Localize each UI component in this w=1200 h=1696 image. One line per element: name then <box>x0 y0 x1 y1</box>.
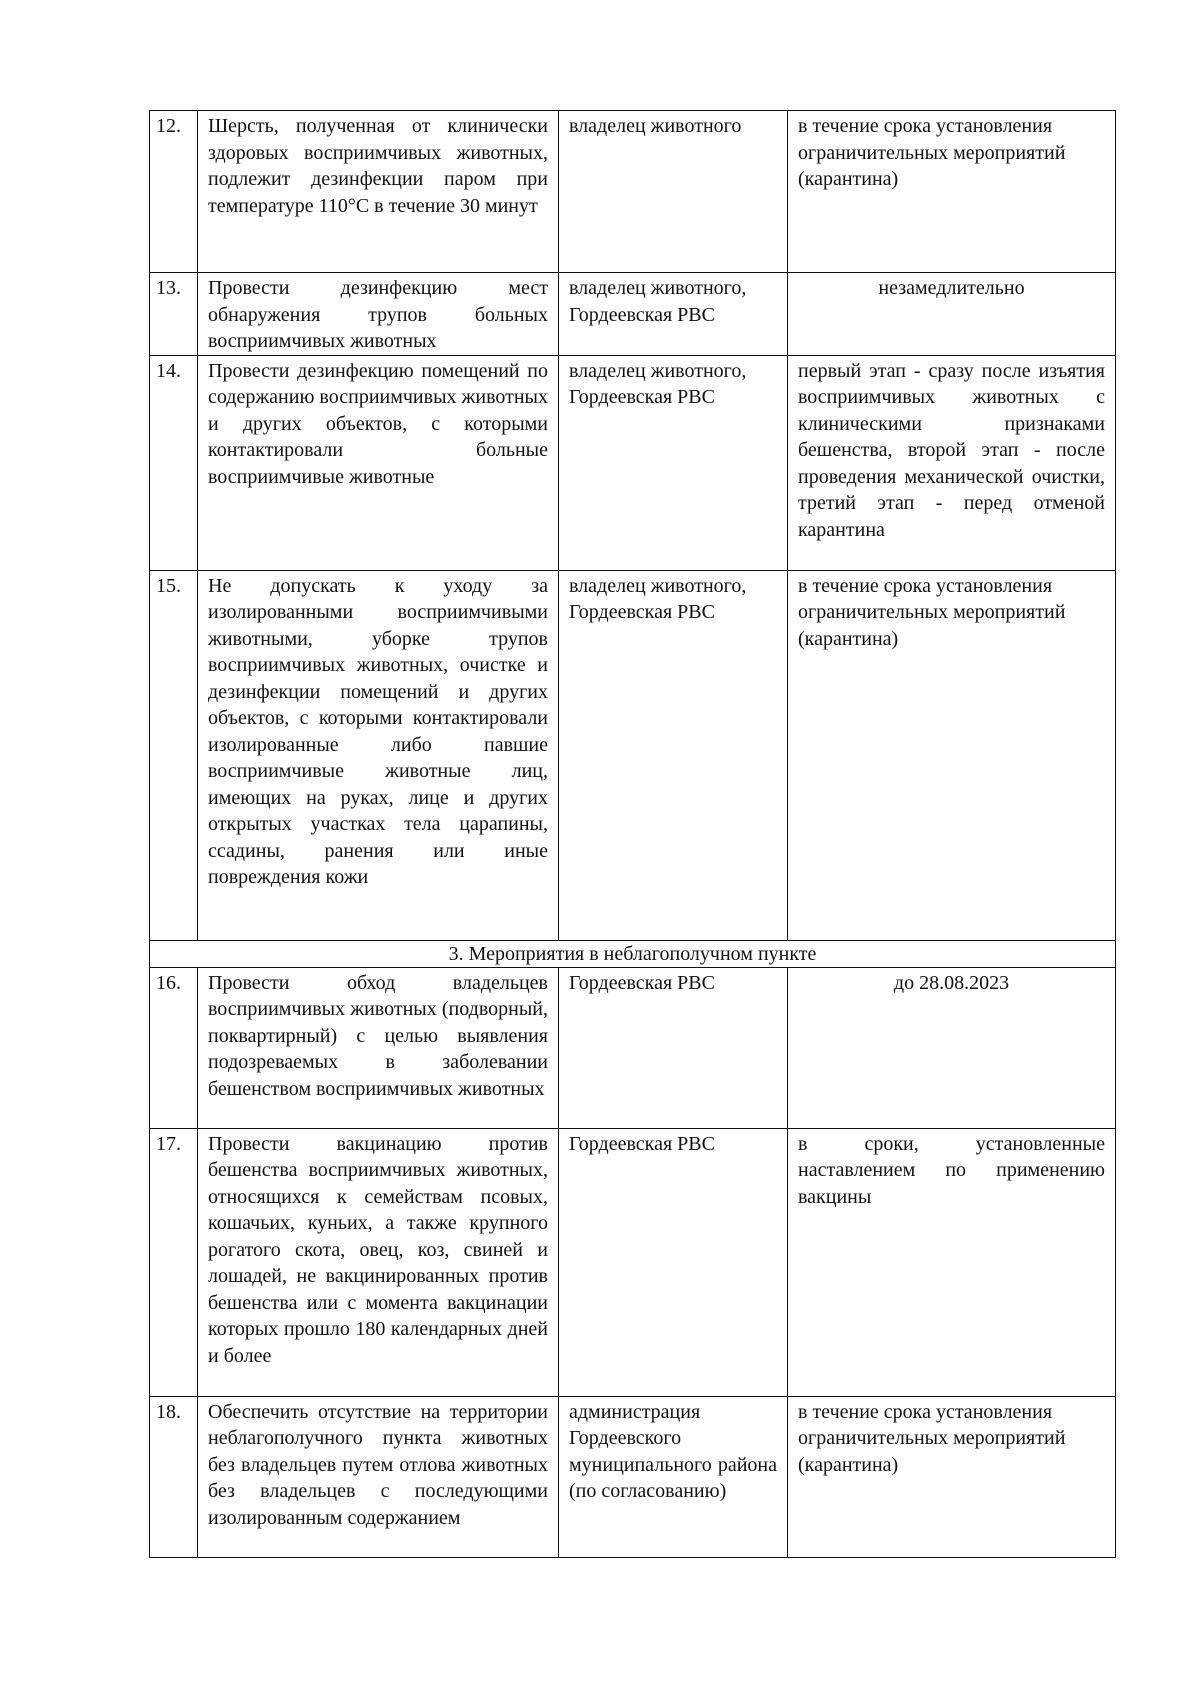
responsible-cell: владелец животного, Гордеевская РВС <box>559 355 788 570</box>
responsible-cell: Гордеевская РВС <box>559 967 788 1128</box>
deadline-cell: в сроки, установленные наставлением по применению вакцины <box>788 1128 1116 1396</box>
row-number: 12. <box>150 111 198 273</box>
row-number: 13. <box>150 273 198 356</box>
row-number: 15. <box>150 570 198 940</box>
table-row <box>150 967 1116 1128</box>
row-number: 18. <box>150 1396 198 1557</box>
table-row <box>150 273 1116 356</box>
row-number: 17. <box>150 1128 198 1396</box>
section-row <box>150 940 1116 967</box>
deadline-cell: в течение срока установления ограничительных мероприятий (карантина) <box>788 111 1116 273</box>
measure-cell: Провести дезинфекцию мест обнаружения трупов больных восприимчивых животных <box>198 273 559 356</box>
measure-cell: Не допускать к уходу за изолированными восприимчивыми животными, уборке трупов восприимчивых животных, очистке и дезинфекции помещений и других объектов, с которыми контактировали изолированные либо павшие восприимчивые животные лиц, имеющих на руках, лице и других открытых участках тела царапины, ссадины, ранения или иные повреждения кожи <box>198 570 559 940</box>
row-number: 14. <box>150 355 198 570</box>
row-number: 16. <box>150 967 198 1128</box>
deadline-cell: в течение срока установления ограничительных мероприятий (карантина) <box>788 570 1116 940</box>
measure-cell: Обеспечить отсутствие на территории неблагополучного пункта животных без владельцев путем отлова животных без владельцев с последующими изолированным содержанием <box>198 1396 559 1557</box>
measure-cell: Провести обход владельцев восприимчивых животных (подворный, поквартирный) с целью выявления подозреваемых в заболевании бешенством восприимчивых животных <box>198 967 559 1128</box>
table-row <box>150 1396 1116 1557</box>
measures-table <box>149 110 1116 1558</box>
measure-cell: Провести дезинфекцию помещений по содержанию восприимчивых животных и других объектов, с которыми контактировали больные восприимчивые животные <box>198 355 559 570</box>
responsible-cell: администрация Гордеевского муниципального района (по согласованию) <box>559 1396 788 1557</box>
table-row <box>150 111 1116 273</box>
responsible-cell: владелец животного, Гордеевская РВС <box>559 570 788 940</box>
section-title: 3. Мероприятия в неблагополучном пункте <box>150 940 1116 967</box>
responsible-cell: владелец животного, Гордеевская РВС <box>559 273 788 356</box>
measure-cell: Шерсть, полученная от клинически здоровых восприимчивых животных, подлежит дезинфекции паром при температуре 110°С в течение 30 минут <box>198 111 559 273</box>
deadline-cell: в течение срока установления ограничительных мероприятий (карантина) <box>788 1396 1116 1557</box>
responsible-cell: Гордеевская РВС <box>559 1128 788 1396</box>
deadline-cell: незамедлительно <box>788 273 1116 356</box>
deadline-cell: до 28.08.2023 <box>788 967 1116 1128</box>
table-row <box>150 570 1116 940</box>
measure-cell: Провести вакцинацию против бешенства восприимчивых животных, относящихся к семействам псовых, кошачьих, куньих, а также крупного рогатого скота, овец, коз, свиней и лошадей, не вакцинированных против бешенства или с момента вакцинации которых прошло 180 календарных дней и более <box>198 1128 559 1396</box>
responsible-cell: владелец животного <box>559 111 788 273</box>
deadline-cell: первый этап - сразу после изъятия восприимчивых животных с клиническими признаками бешенства, второй этап - после проведения механической очистки, третий этап - перед отменой карантина <box>788 355 1116 570</box>
table-row <box>150 1128 1116 1396</box>
table-row <box>150 355 1116 570</box>
